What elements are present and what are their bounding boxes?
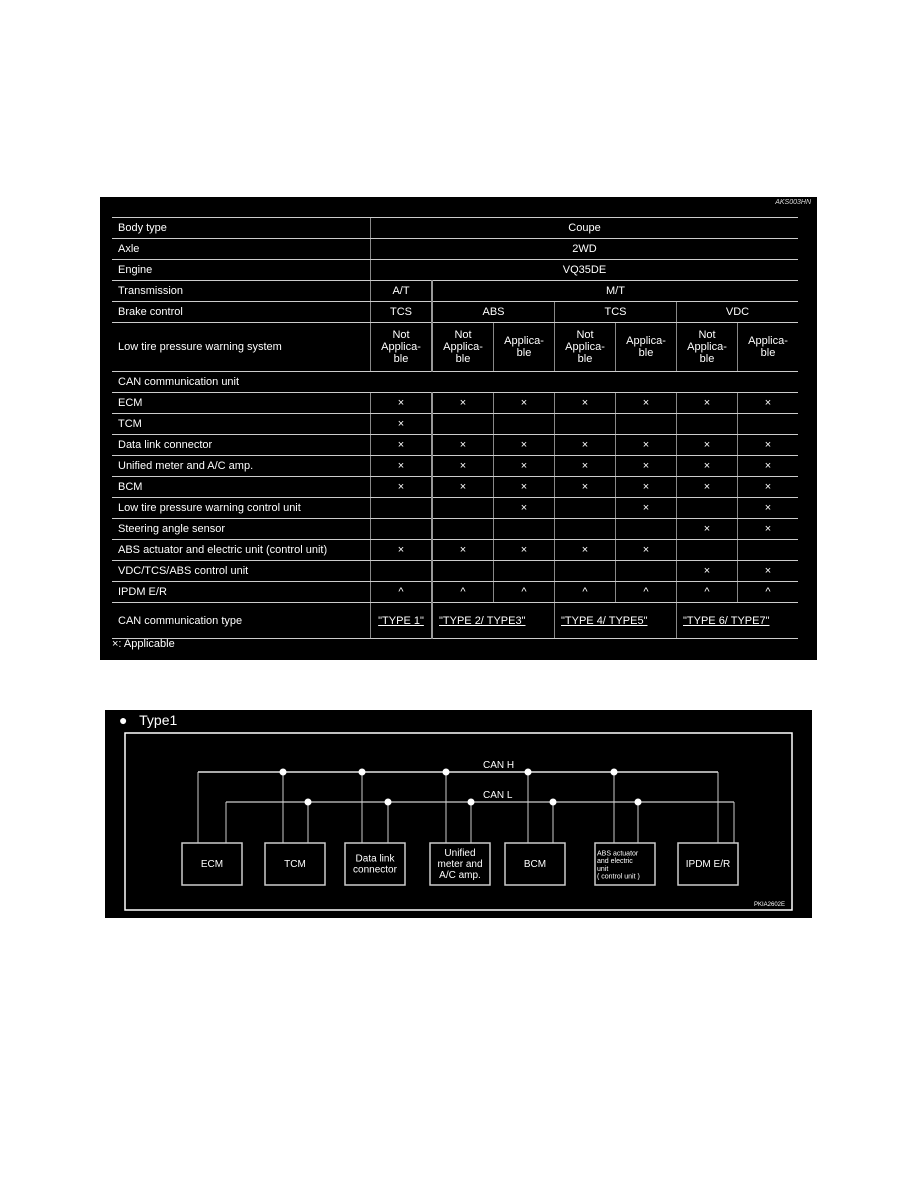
applicable-mark xyxy=(555,561,616,582)
can-bus-diagram xyxy=(105,710,812,918)
row-label: CAN communication type xyxy=(112,603,371,639)
unit-label: IPDM E/R xyxy=(685,859,731,870)
unit-label: TCM xyxy=(112,414,371,435)
table-row xyxy=(112,456,798,477)
applicable-mark: ^ xyxy=(555,582,616,603)
applicable-mark: × xyxy=(738,477,799,498)
applicable-mark: × xyxy=(371,414,433,435)
applicable-mark: × xyxy=(677,435,738,456)
applicable-mark: ^ xyxy=(494,582,555,603)
row-label: Body type xyxy=(112,218,371,239)
unit-label: VDC/TCS/ABS control unit xyxy=(112,561,371,582)
applicable-mark: × xyxy=(494,456,555,477)
table-row xyxy=(112,260,798,281)
applicable-mark: ^ xyxy=(432,582,494,603)
applicable-mark: × xyxy=(555,393,616,414)
unit-label: Data link xyxy=(355,853,395,865)
applicable-mark: × xyxy=(738,561,799,582)
applicable-mark: × xyxy=(616,540,677,561)
applicable-mark: × xyxy=(616,393,677,414)
unit-label: meter and xyxy=(437,859,483,870)
unit-label: ABS actuator and electric unit (control unit) xyxy=(112,540,371,561)
applicable-mark: × xyxy=(555,540,616,561)
junction-dot xyxy=(280,769,287,776)
table-row xyxy=(112,582,798,603)
applicable-mark xyxy=(494,519,555,540)
table-row xyxy=(112,372,798,393)
table-cell: Applica-ble xyxy=(494,323,555,372)
applicable-mark: × xyxy=(371,540,433,561)
type2-3-link[interactable]: "TYPE 2/ TYPE3" xyxy=(439,614,526,627)
unit-label: TCM xyxy=(284,859,306,870)
applicable-mark: × xyxy=(494,498,555,519)
table-row xyxy=(112,239,798,260)
applicable-mark xyxy=(432,561,494,582)
table-row xyxy=(112,435,798,456)
applicable-mark: × xyxy=(738,435,799,456)
applicable-mark: × xyxy=(432,435,494,456)
applicable-mark xyxy=(738,414,799,435)
applicable-mark: × xyxy=(432,540,494,561)
applicable-mark: × xyxy=(494,540,555,561)
table-cell: TCS xyxy=(555,302,677,323)
applicable-mark: × xyxy=(371,456,433,477)
applicable-mark xyxy=(738,540,799,561)
junction-dot xyxy=(305,799,312,806)
applicable-mark xyxy=(371,498,433,519)
junction-dot xyxy=(443,769,450,776)
diagram-title: ● Type1 xyxy=(119,712,178,728)
applicable-mark: × xyxy=(738,456,799,477)
applicable-mark xyxy=(677,498,738,519)
applicable-mark xyxy=(494,561,555,582)
applicable-mark: × xyxy=(677,456,738,477)
applicable-mark xyxy=(371,519,433,540)
unit-label: Unified xyxy=(444,848,476,859)
diagram-title-text: Type1 xyxy=(139,712,178,728)
applicable-mark: × xyxy=(494,393,555,414)
figure-code: AKS003HN xyxy=(775,199,811,206)
row-label: Axle xyxy=(112,239,371,260)
unit-label: unit xyxy=(597,865,609,873)
unit-label: ECM xyxy=(112,393,371,414)
unit-label: Steering angle sensor xyxy=(112,519,371,540)
applicable-mark xyxy=(677,540,738,561)
junction-dot xyxy=(550,799,557,806)
applicable-mark xyxy=(616,519,677,540)
unit-label: Data link connector xyxy=(112,435,371,456)
applicable-mark: × xyxy=(432,393,494,414)
table-row xyxy=(112,519,798,540)
unit-label: ECM xyxy=(200,859,224,870)
table-cell[interactable] xyxy=(432,603,555,639)
table-cell: M/T xyxy=(432,281,798,302)
table-row xyxy=(112,281,798,302)
table-cell: VQ35DE xyxy=(371,260,799,281)
table-cell: Applica-ble xyxy=(616,323,677,372)
can-l-label: CAN L xyxy=(483,790,513,801)
can-unit-table xyxy=(112,217,798,639)
table-row xyxy=(112,323,798,372)
junction-dot xyxy=(359,769,366,776)
type4-5-link[interactable]: "TYPE 4/ TYPE5" xyxy=(561,614,648,627)
applicable-mark: ^ xyxy=(371,582,433,603)
applicable-mark xyxy=(555,498,616,519)
table-cell: Not Applica-ble xyxy=(677,323,738,372)
applicable-mark: × xyxy=(677,393,738,414)
table-cell[interactable] xyxy=(555,603,677,639)
table-cell: Coupe xyxy=(371,218,799,239)
applicable-mark: × xyxy=(555,435,616,456)
table-row xyxy=(112,218,798,239)
table-cell: Not Applica-ble xyxy=(432,323,494,372)
type1-diagram-panel xyxy=(105,710,812,918)
table-row xyxy=(112,302,798,323)
table-cell[interactable] xyxy=(371,603,433,639)
table-cell: Not Applica-ble xyxy=(555,323,616,372)
applicable-mark: × xyxy=(371,393,433,414)
table-row xyxy=(112,540,798,561)
applicable-mark: × xyxy=(738,519,799,540)
table-row xyxy=(112,603,798,639)
applicable-mark xyxy=(555,414,616,435)
applicable-mark: × xyxy=(616,456,677,477)
applicable-mark: × xyxy=(432,456,494,477)
junction-dot xyxy=(611,769,618,776)
unit-label: A/C amp. xyxy=(439,870,481,881)
applicable-mark: × xyxy=(616,435,677,456)
unit-label: ( control unit ) xyxy=(597,873,640,881)
applicable-mark xyxy=(432,498,494,519)
table-cell[interactable] xyxy=(677,603,799,639)
applicable-mark: × xyxy=(677,519,738,540)
table-row xyxy=(112,477,798,498)
table-cell: Applica-ble xyxy=(738,323,799,372)
junction-dot xyxy=(635,799,642,806)
applicable-mark: × xyxy=(555,456,616,477)
type1-link[interactable]: "TYPE 1" xyxy=(378,614,424,627)
applicable-mark xyxy=(432,519,494,540)
footnote: ×: Applicable xyxy=(112,638,175,650)
section-header: CAN communication unit xyxy=(112,372,798,393)
applicable-mark: × xyxy=(677,561,738,582)
row-label: Engine xyxy=(112,260,371,281)
unit-label: and electric xyxy=(597,858,633,866)
junction-dot xyxy=(385,799,392,806)
unit-label: ABS actuator xyxy=(597,850,639,858)
applicable-mark xyxy=(371,561,433,582)
figure-code: PKIA2602E xyxy=(753,902,785,908)
applicable-mark xyxy=(494,414,555,435)
unit-label: BCM xyxy=(112,477,371,498)
type6-7-link[interactable]: "TYPE 6/ TYPE7" xyxy=(683,614,770,627)
applicable-mark xyxy=(555,519,616,540)
table-cell: Not Applica-ble xyxy=(371,323,433,372)
table-row xyxy=(112,414,798,435)
applicable-mark xyxy=(432,414,494,435)
row-label: Transmission xyxy=(112,281,371,302)
unit-label: BCM xyxy=(523,859,547,870)
row-label: Brake control xyxy=(112,302,371,323)
table-cell: TCS xyxy=(371,302,433,323)
unit-label: connector xyxy=(353,864,397,876)
applicable-mark: ^ xyxy=(616,582,677,603)
unit-label: Low tire pressure warning control unit xyxy=(112,498,371,519)
table-cell: 2WD xyxy=(371,239,799,260)
unit-label: IPDM E/R xyxy=(112,582,371,603)
applicable-mark: × xyxy=(616,498,677,519)
applicable-mark xyxy=(616,561,677,582)
applicable-mark: × xyxy=(494,477,555,498)
unit-label: Unified meter and A/C amp. xyxy=(112,456,371,477)
applicable-mark: ^ xyxy=(677,582,738,603)
table-cell: A/T xyxy=(371,281,433,302)
row-label: Low tire pressure warning system xyxy=(112,323,371,372)
applicable-mark: × xyxy=(616,477,677,498)
applicable-mark xyxy=(677,414,738,435)
applicable-mark: × xyxy=(371,435,433,456)
applicable-mark: × xyxy=(738,393,799,414)
applicable-mark: × xyxy=(371,477,433,498)
table-row xyxy=(112,561,798,582)
table-row xyxy=(112,393,798,414)
table-row xyxy=(112,498,798,519)
applicable-mark xyxy=(616,414,677,435)
applicable-mark: × xyxy=(738,498,799,519)
junction-dot xyxy=(525,769,532,776)
applicable-mark: × xyxy=(432,477,494,498)
applicable-mark: × xyxy=(494,435,555,456)
applicable-mark: × xyxy=(555,477,616,498)
junction-dot xyxy=(468,799,475,806)
table-cell: VDC xyxy=(677,302,799,323)
applicable-mark: × xyxy=(677,477,738,498)
can-h-label: CAN H xyxy=(483,760,515,771)
table-cell: ABS xyxy=(432,302,555,323)
applicable-mark: ^ xyxy=(738,582,799,603)
can-unit-table-panel xyxy=(100,197,817,660)
